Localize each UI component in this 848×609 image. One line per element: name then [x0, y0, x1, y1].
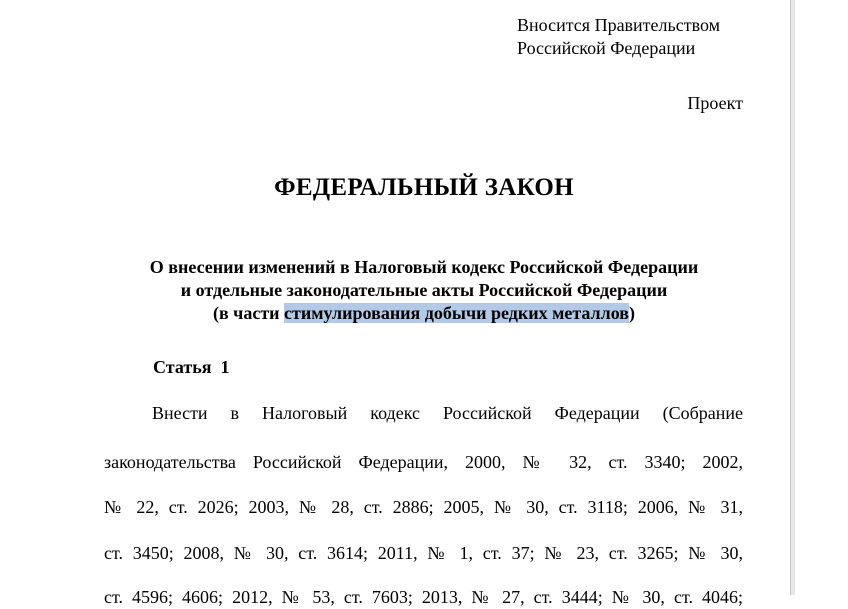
- submitter-block: [517, 14, 720, 60]
- submitter-line-2: Российской Федерации: [517, 38, 696, 58]
- body-text-line: ст. 4596; 4606; 2012, № 53, ст. 7603; 2013, № 27, ст. 3444; № 30, ст. 4046;: [104, 587, 743, 607]
- law-subtitle: [0, 256, 848, 325]
- body-text-line: ст. 3450; 2008, № 30, ст. 3614; 2011, № 1, ст. 37; № 23, ст. 3265; № 30,: [104, 543, 743, 563]
- article-heading: Статья 1: [153, 357, 230, 377]
- submitter-line-1: Вносится Правительством: [517, 15, 721, 35]
- subtitle-line-3: [0, 302, 848, 325]
- law-title: ФЕДЕРАЛЬНЫЙ ЗАКОН: [274, 174, 574, 201]
- draft-status: Проект: [687, 93, 743, 113]
- subtitle-line-2: и отдельные законодательные акты Российской Федерации: [180, 280, 668, 300]
- subtitle-close-paren: ): [629, 303, 636, 323]
- body-text-line: Внести в Налоговый кодекс Российской Федерации (Собрание: [152, 403, 743, 423]
- selected-text[interactable]: стимулирования добычи редких металлов: [284, 303, 630, 323]
- subtitle-open-paren: (в части: [212, 303, 285, 323]
- body-text-line: законодательства Российской Федерации, 2000, № 32, ст. 3340; 2002,: [104, 452, 743, 472]
- subtitle-line-1: О внесении изменений в Налоговый кодекс Российской Федерации: [149, 257, 699, 277]
- body-text-line: № 22, ст. 2026; 2003, № 28, ст. 2886; 2005, № 30, ст. 3118; 2006, № 31,: [104, 497, 743, 517]
- page-edge-shadow: [790, 0, 795, 595]
